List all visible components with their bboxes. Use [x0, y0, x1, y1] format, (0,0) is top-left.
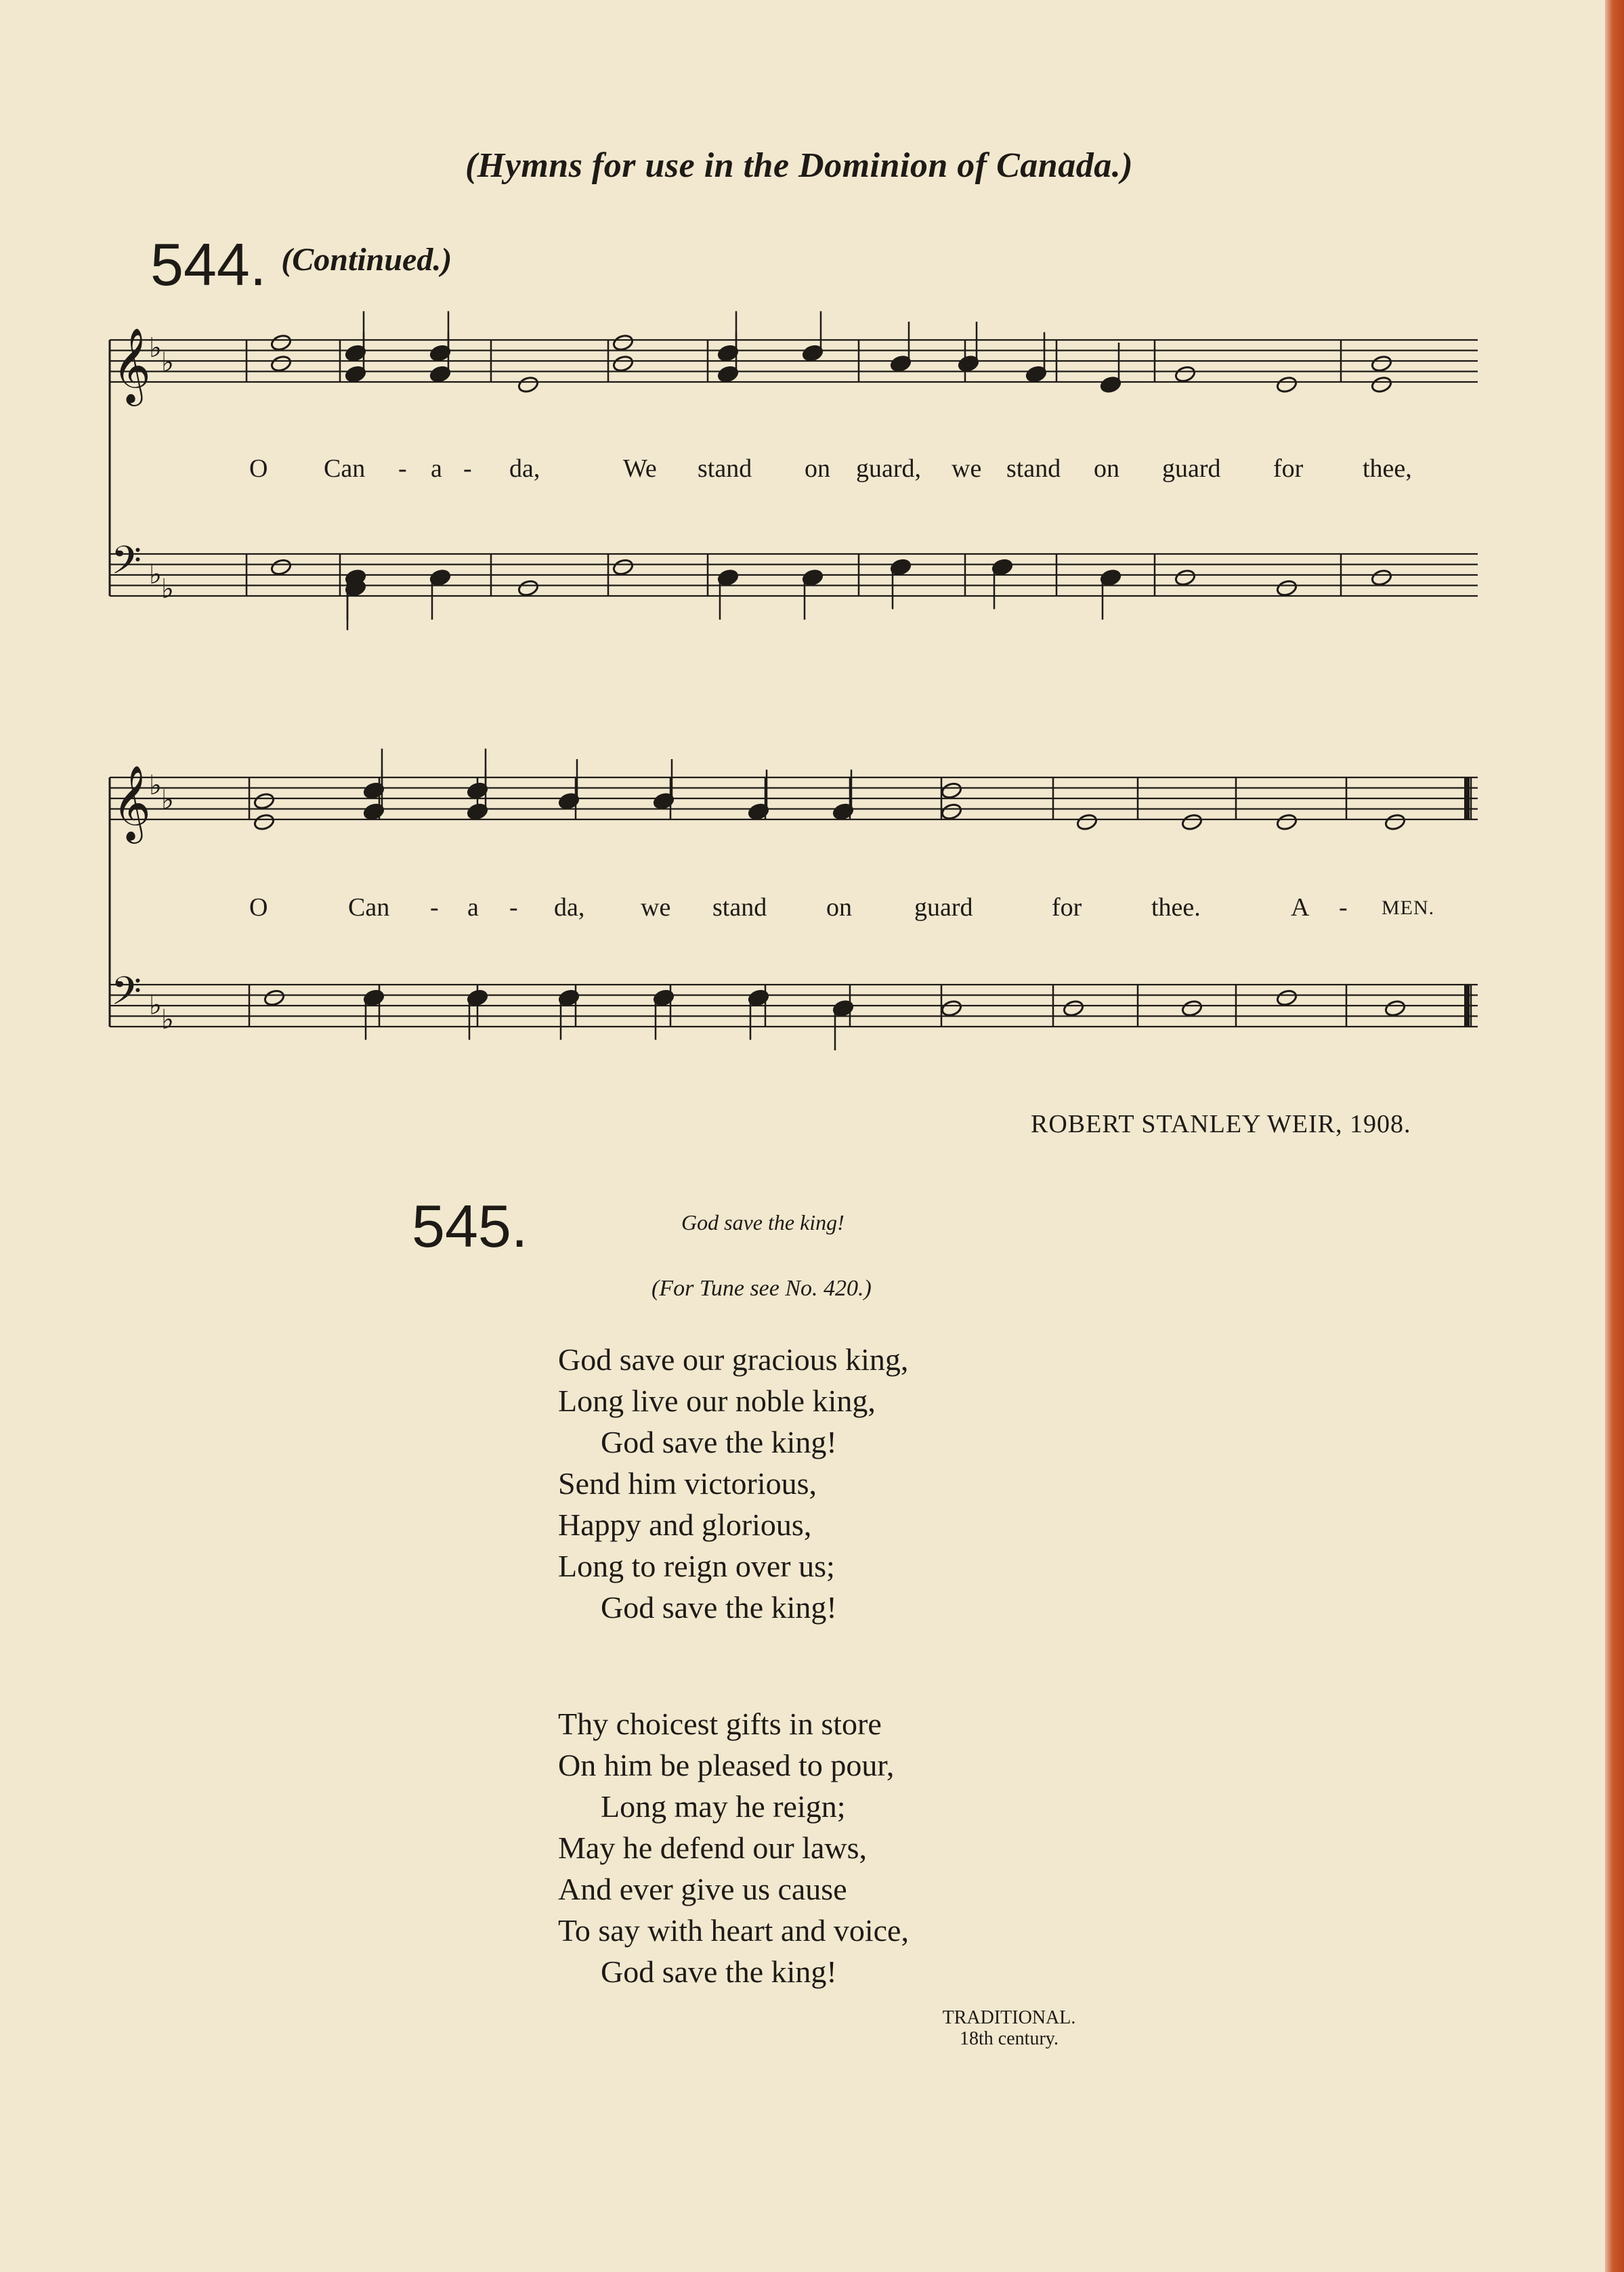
- lyric-syllable: stand: [698, 454, 752, 483]
- lyric-syllable: we: [641, 893, 671, 922]
- note-head: [253, 813, 276, 831]
- flat-sign: ♭: [161, 574, 174, 605]
- note-head: [517, 375, 540, 393]
- lyric-syllable: da,: [554, 893, 585, 922]
- lyric-syllable: on: [805, 454, 830, 483]
- note-head: [517, 579, 540, 597]
- note-head: [612, 558, 635, 576]
- lyric-syllable: da,: [509, 454, 540, 483]
- lyric-syllable: -: [398, 454, 407, 483]
- note-head: [1384, 999, 1407, 1017]
- hymn-number: 544.: [150, 231, 267, 298]
- hymn-545-number: 545.: [412, 1193, 528, 1260]
- lyric-syllable: on: [826, 893, 852, 922]
- verse-line: Thy choicest gifts in store: [558, 1707, 882, 1741]
- lyric-syllable: for: [1052, 893, 1082, 922]
- note-head: [1174, 568, 1197, 586]
- flat-sign: ♭: [149, 332, 162, 364]
- lyric-syllable: O: [249, 454, 268, 483]
- lyric-syllable: we: [952, 454, 982, 483]
- lyric-syllable: Can: [348, 893, 390, 922]
- lyric-syllable: stand: [712, 893, 767, 922]
- lyric-syllable: -: [430, 893, 439, 922]
- verse-line: On him be pleased to pour,: [558, 1748, 895, 1782]
- verse-line: May he defend our laws,: [558, 1830, 868, 1865]
- flat-sign: ♭: [161, 784, 174, 816]
- lyric-syllable: Can: [324, 454, 366, 483]
- verse-line: Send him victorious,: [558, 1466, 817, 1501]
- tune-reference: (For Tune see No. 420.): [651, 1276, 872, 1301]
- lyric-syllable: a: [431, 454, 442, 483]
- continued-label: (Continued.): [281, 242, 452, 278]
- note-head: [1076, 813, 1098, 831]
- note-head: [270, 354, 293, 372]
- flat-sign: ♭: [161, 1004, 174, 1036]
- note-head: [1384, 813, 1407, 831]
- verse-line: Happy and glorious,: [558, 1507, 812, 1542]
- lyric-syllable: -: [463, 454, 472, 483]
- verse-line: To say with heart and voice,: [558, 1913, 909, 1948]
- note-head: [941, 802, 963, 821]
- verse-line: Long may he reign;: [601, 1789, 846, 1824]
- treble-clef: 𝄞: [112, 765, 151, 840]
- source-traditional: TRADITIONAL.: [942, 2007, 1076, 2028]
- note-head: [1371, 354, 1393, 372]
- page-header: (Hymns for use in the Dominion of Canada.): [465, 146, 1134, 185]
- verse-line: God save the king!: [601, 1954, 837, 1989]
- hymn-545-source: [928, 2008, 1090, 2050]
- verse-line: Long live our noble king,: [558, 1384, 876, 1418]
- lyric-syllable: -: [1339, 893, 1348, 922]
- lyric-syllable: thee,: [1363, 454, 1412, 483]
- flat-sign: ♭: [149, 989, 162, 1021]
- note-head: [612, 333, 635, 351]
- lyric-syllable: a: [467, 893, 479, 922]
- note-head: [1063, 999, 1085, 1017]
- hymn-544-attribution: ROBERT STANLEY WEIR, 1908.: [1031, 1110, 1411, 1138]
- flat-sign: ♭: [149, 559, 162, 591]
- flat-sign: ♭: [161, 347, 174, 379]
- verse-line: God save the king!: [601, 1425, 837, 1459]
- lyric-syllable: stand: [1006, 454, 1061, 483]
- note-head: [1276, 375, 1298, 393]
- lyric-syllable: for: [1273, 454, 1304, 483]
- lyric-syllable: -: [509, 893, 518, 922]
- note-head: [1371, 568, 1393, 586]
- verse-line: God save the king!: [601, 1590, 837, 1625]
- verse-line: Long to reign over us;: [558, 1549, 835, 1583]
- stanza-2: [558, 1709, 909, 1988]
- lyric-syllable: We: [623, 454, 657, 483]
- lyric-syllable: guard: [914, 893, 973, 922]
- note-head: [270, 558, 293, 576]
- treble-clef: 𝄞: [112, 327, 151, 403]
- lyric-syllable: guard: [1162, 454, 1221, 483]
- lyric-syllable: MEN.: [1382, 897, 1435, 919]
- note-head: [253, 792, 276, 810]
- note-head: [941, 781, 963, 800]
- verse-line: God save our gracious king,: [558, 1342, 909, 1377]
- note-head: [1371, 375, 1393, 393]
- lyric-syllable: A: [1291, 893, 1310, 922]
- note-head: [1181, 813, 1203, 831]
- note-head: [263, 989, 286, 1007]
- lyric-syllable: guard,: [856, 454, 922, 483]
- stanza-1: [558, 1344, 908, 1623]
- note-head: [1174, 365, 1197, 383]
- note-head: [941, 999, 963, 1017]
- flat-sign: ♭: [149, 769, 162, 801]
- lyric-syllable: thee.: [1151, 893, 1201, 922]
- bass-clef: 𝄢: [111, 537, 142, 593]
- note-head: [1276, 579, 1298, 597]
- source-century: 18th century.: [960, 2028, 1059, 2049]
- lyric-syllable: on: [1094, 454, 1119, 483]
- note-head: [270, 333, 293, 351]
- bass-clef: 𝄢: [111, 968, 142, 1024]
- note-head: [1181, 999, 1203, 1017]
- hymn-545-subtitle: God save the king!: [681, 1210, 845, 1235]
- note-head: [1276, 989, 1298, 1007]
- note-head: [1276, 813, 1298, 831]
- note-head: [612, 354, 635, 372]
- lyric-syllable: O: [249, 893, 268, 922]
- verse-line: And ever give us cause: [558, 1872, 847, 1906]
